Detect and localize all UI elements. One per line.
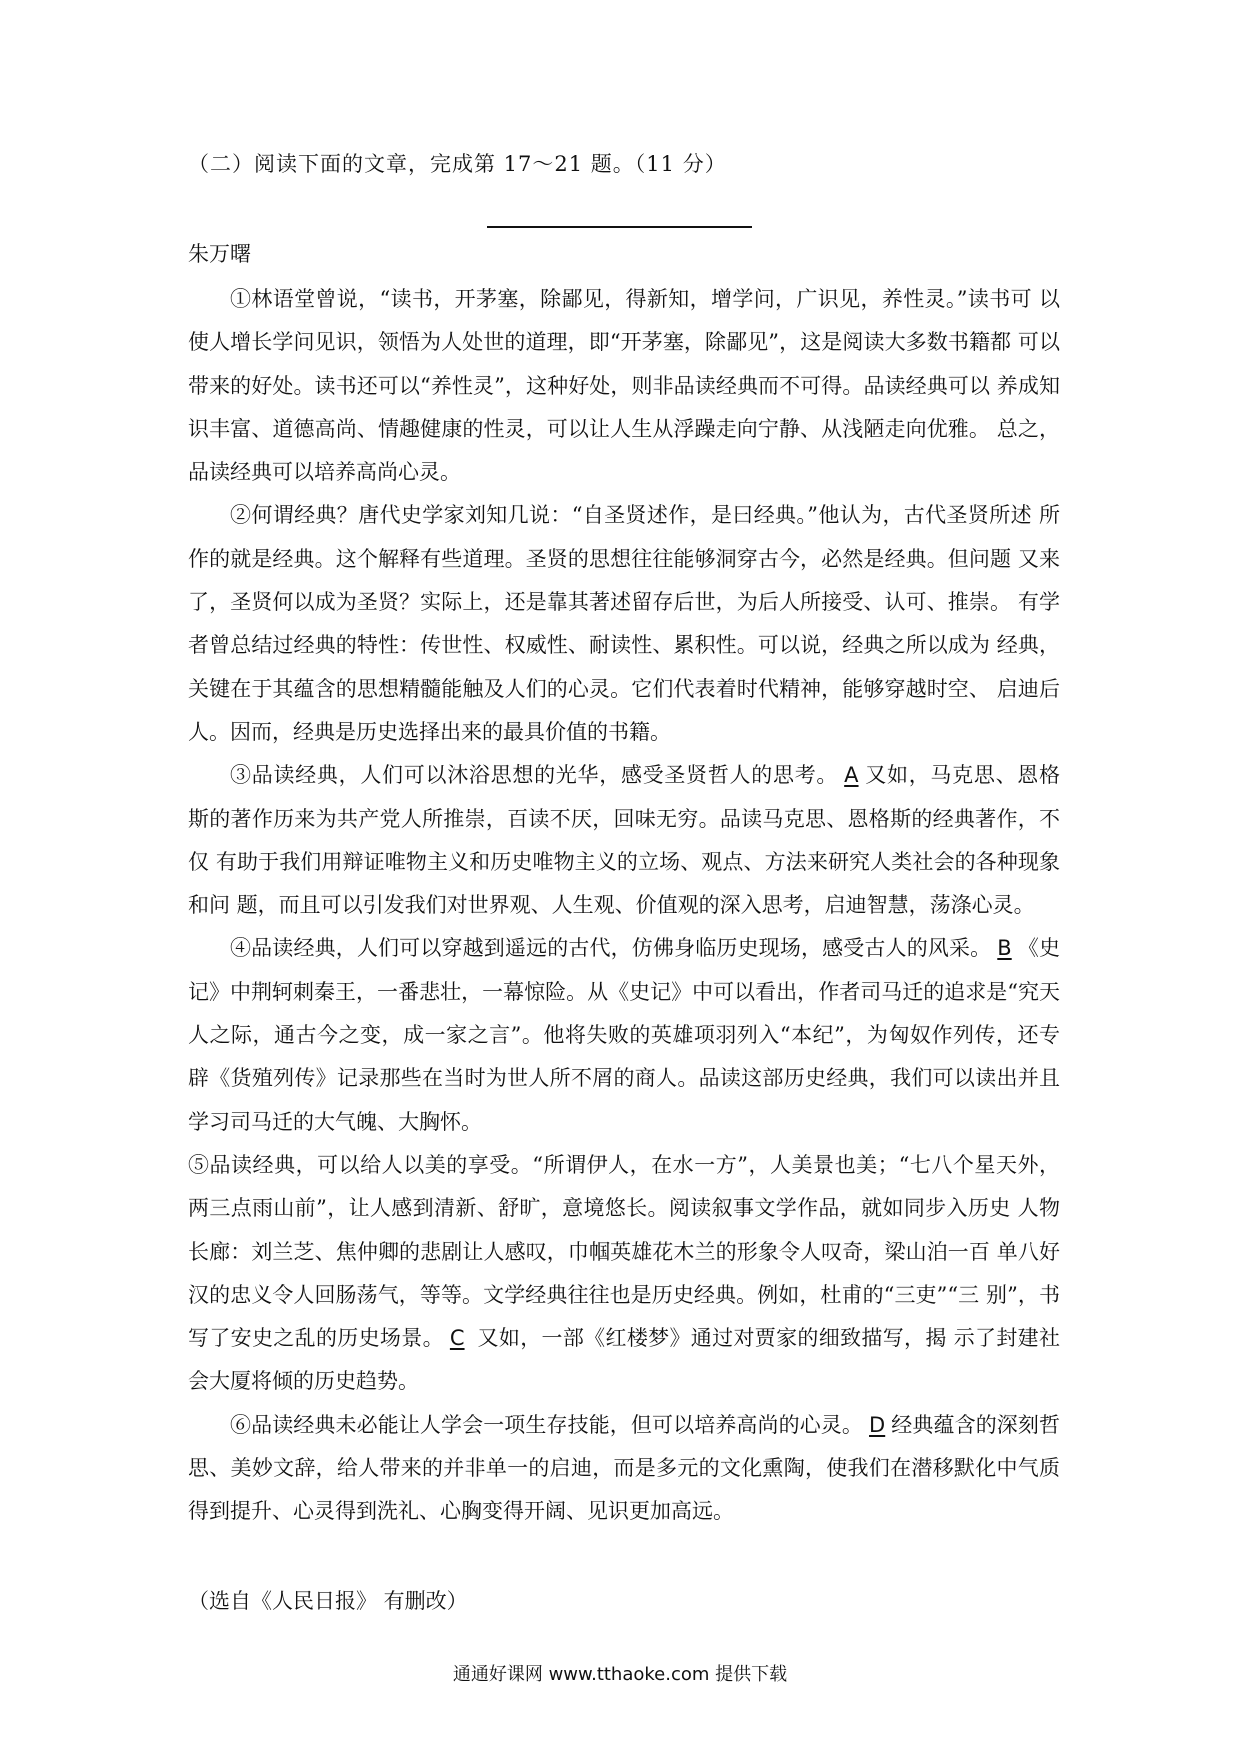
paragraph-text: ⑥品读经典未必能让人学会一项生存技能，但可以培养高尚的心灵。 <box>230 1412 864 1437</box>
source-note: （选自《人民日报》 有删改） <box>188 1589 468 1613</box>
paragraph-5 <box>188 1144 1060 1404</box>
paragraph-4 <box>188 927 1060 1143</box>
blank-c: C <box>449 1326 465 1351</box>
page-footer: 通通好课网 www.tthaoke.com 提供下载 <box>452 1664 788 1685</box>
paragraph-6 <box>188 1404 1060 1534</box>
paragraph-text: ①林语堂曾说，“读书，开茅塞，除鄙见，得新知，增学问，广识见，养性灵。”读书可 以使人增长学问见识，领悟为人处世的道理，即“开茅塞，除鄙见”，这是阅读大多数书籍都 可以带来的好处。读书还可以“养性灵”，这种好处，则非品读经典而不可得。品读经典可以 养成知识丰富、道德高尚、情趣健康的性灵，可以让人生从浮躁走向宁静、从浅陋走向优雅。 总之，品读经典可以培养高尚心灵。 <box>188 287 1060 485</box>
blank-a: A <box>844 763 859 788</box>
paragraph-text: ②何谓经典？唐代史学家刘知几说：“自圣贤述作，是曰经典。”他认为，古代圣贤所述 所作的就是经典。这个解释有些道理。圣贤的思想往往能够洞穿古今，必然是经典。但问题 又来了，圣贤何以成为圣贤？实际上，还是靠其著述留存后世，为后人所接受、认可、推崇。 有学者曾总结过经典的特性：传世性、权威性、耐读性、累积性。可以说，经典之所以成为 经典，关键在于其蕴含的思想精髓能触及人们的心灵。它们代表着时代精神，能够穿越时空、 启迪后人。因而，经典是历史选择出来的最具价值的书籍。 <box>188 503 1060 744</box>
paragraph-text: ③品读经典，人们可以沐浴思想的光华，感受圣贤哲人的思考。 <box>230 763 839 788</box>
paragraph-text: 《史记》中荆轲刺秦王，一番悲壮，一幕惊险。从《史记》中可以看出，作者司马迁的追求是“究天人之际，通古今之变，成一家之言”。他将失败的英雄项羽列入“本纪”，为匈奴作列传，还专辟《货殖列传》记录那些在当时为世人所不屑的商人。品读这部历史经典，我们可以读出并且学习司马迁的大气魄、大胸怀。 <box>188 936 1060 1134</box>
paragraph-text: 又如，一部《红楼梦》通过对贾家的细致描写，揭 示了封建社会大厦将倾的历史趋势。 <box>188 1326 1060 1394</box>
section-heading: （二）阅读下面的文章，完成第 17～21 题。（11 分） <box>188 152 727 176</box>
paragraph-3 <box>188 754 1060 927</box>
blank-d: D <box>869 1412 886 1437</box>
blank-b: B <box>997 936 1012 961</box>
paragraph-text: ⑤品读经典，可以给人以美的享受。“所谓伊人，在水一方”，人美景也美；“七八个星天外，两三点雨山前”，让人感到清新、舒旷，意境悠长。阅读叙事文学作品，就如同步入历史 人物长廊：刘兰芝、焦仲卿的悲剧让人感叹，巾帼英雄花木兰的形象令人叹奇，梁山泊一百 单八好汉的忠义令人回肠荡气，等等。文学经典往往也是历史经典。例如，杜甫的“三吏”“三 别”，书写了安史之乱的历史场景。 <box>188 1152 1060 1351</box>
author-name: 朱万曙 <box>188 242 251 266</box>
paragraph-text: 经典蕴含的深刻哲思、美妙文辞，给人带来的并非单一的启迪，而是多元的文化熏陶，使我们在潜移默化中气质得到提升、心灵得到洗礼、心胸变得开阔、见识更加高远。 <box>188 1412 1061 1524</box>
article-body <box>188 278 1060 1534</box>
paragraph-text: 又如，马克思、恩格 斯的著作历来为共产党人所推崇，百读不厌，回味无穷。品读马克思、恩格斯的经典著作，不仅 有助于我们用辩证唯物主义和历史唯物主义的立场、观点、方法来研究人类社会的各种现象和问 题，而且可以引发我们对世界观、人生观、价值观的深入思考，启迪智慧，荡涤心灵。 <box>188 763 1061 918</box>
paragraph-1 <box>188 278 1060 494</box>
title-blank-line <box>487 226 752 228</box>
paragraph-2 <box>188 494 1060 754</box>
paragraph-text: ④品读经典，人们可以穿越到遥远的古代，仿佛身临历史现场，感受古人的风采。 <box>230 936 992 961</box>
